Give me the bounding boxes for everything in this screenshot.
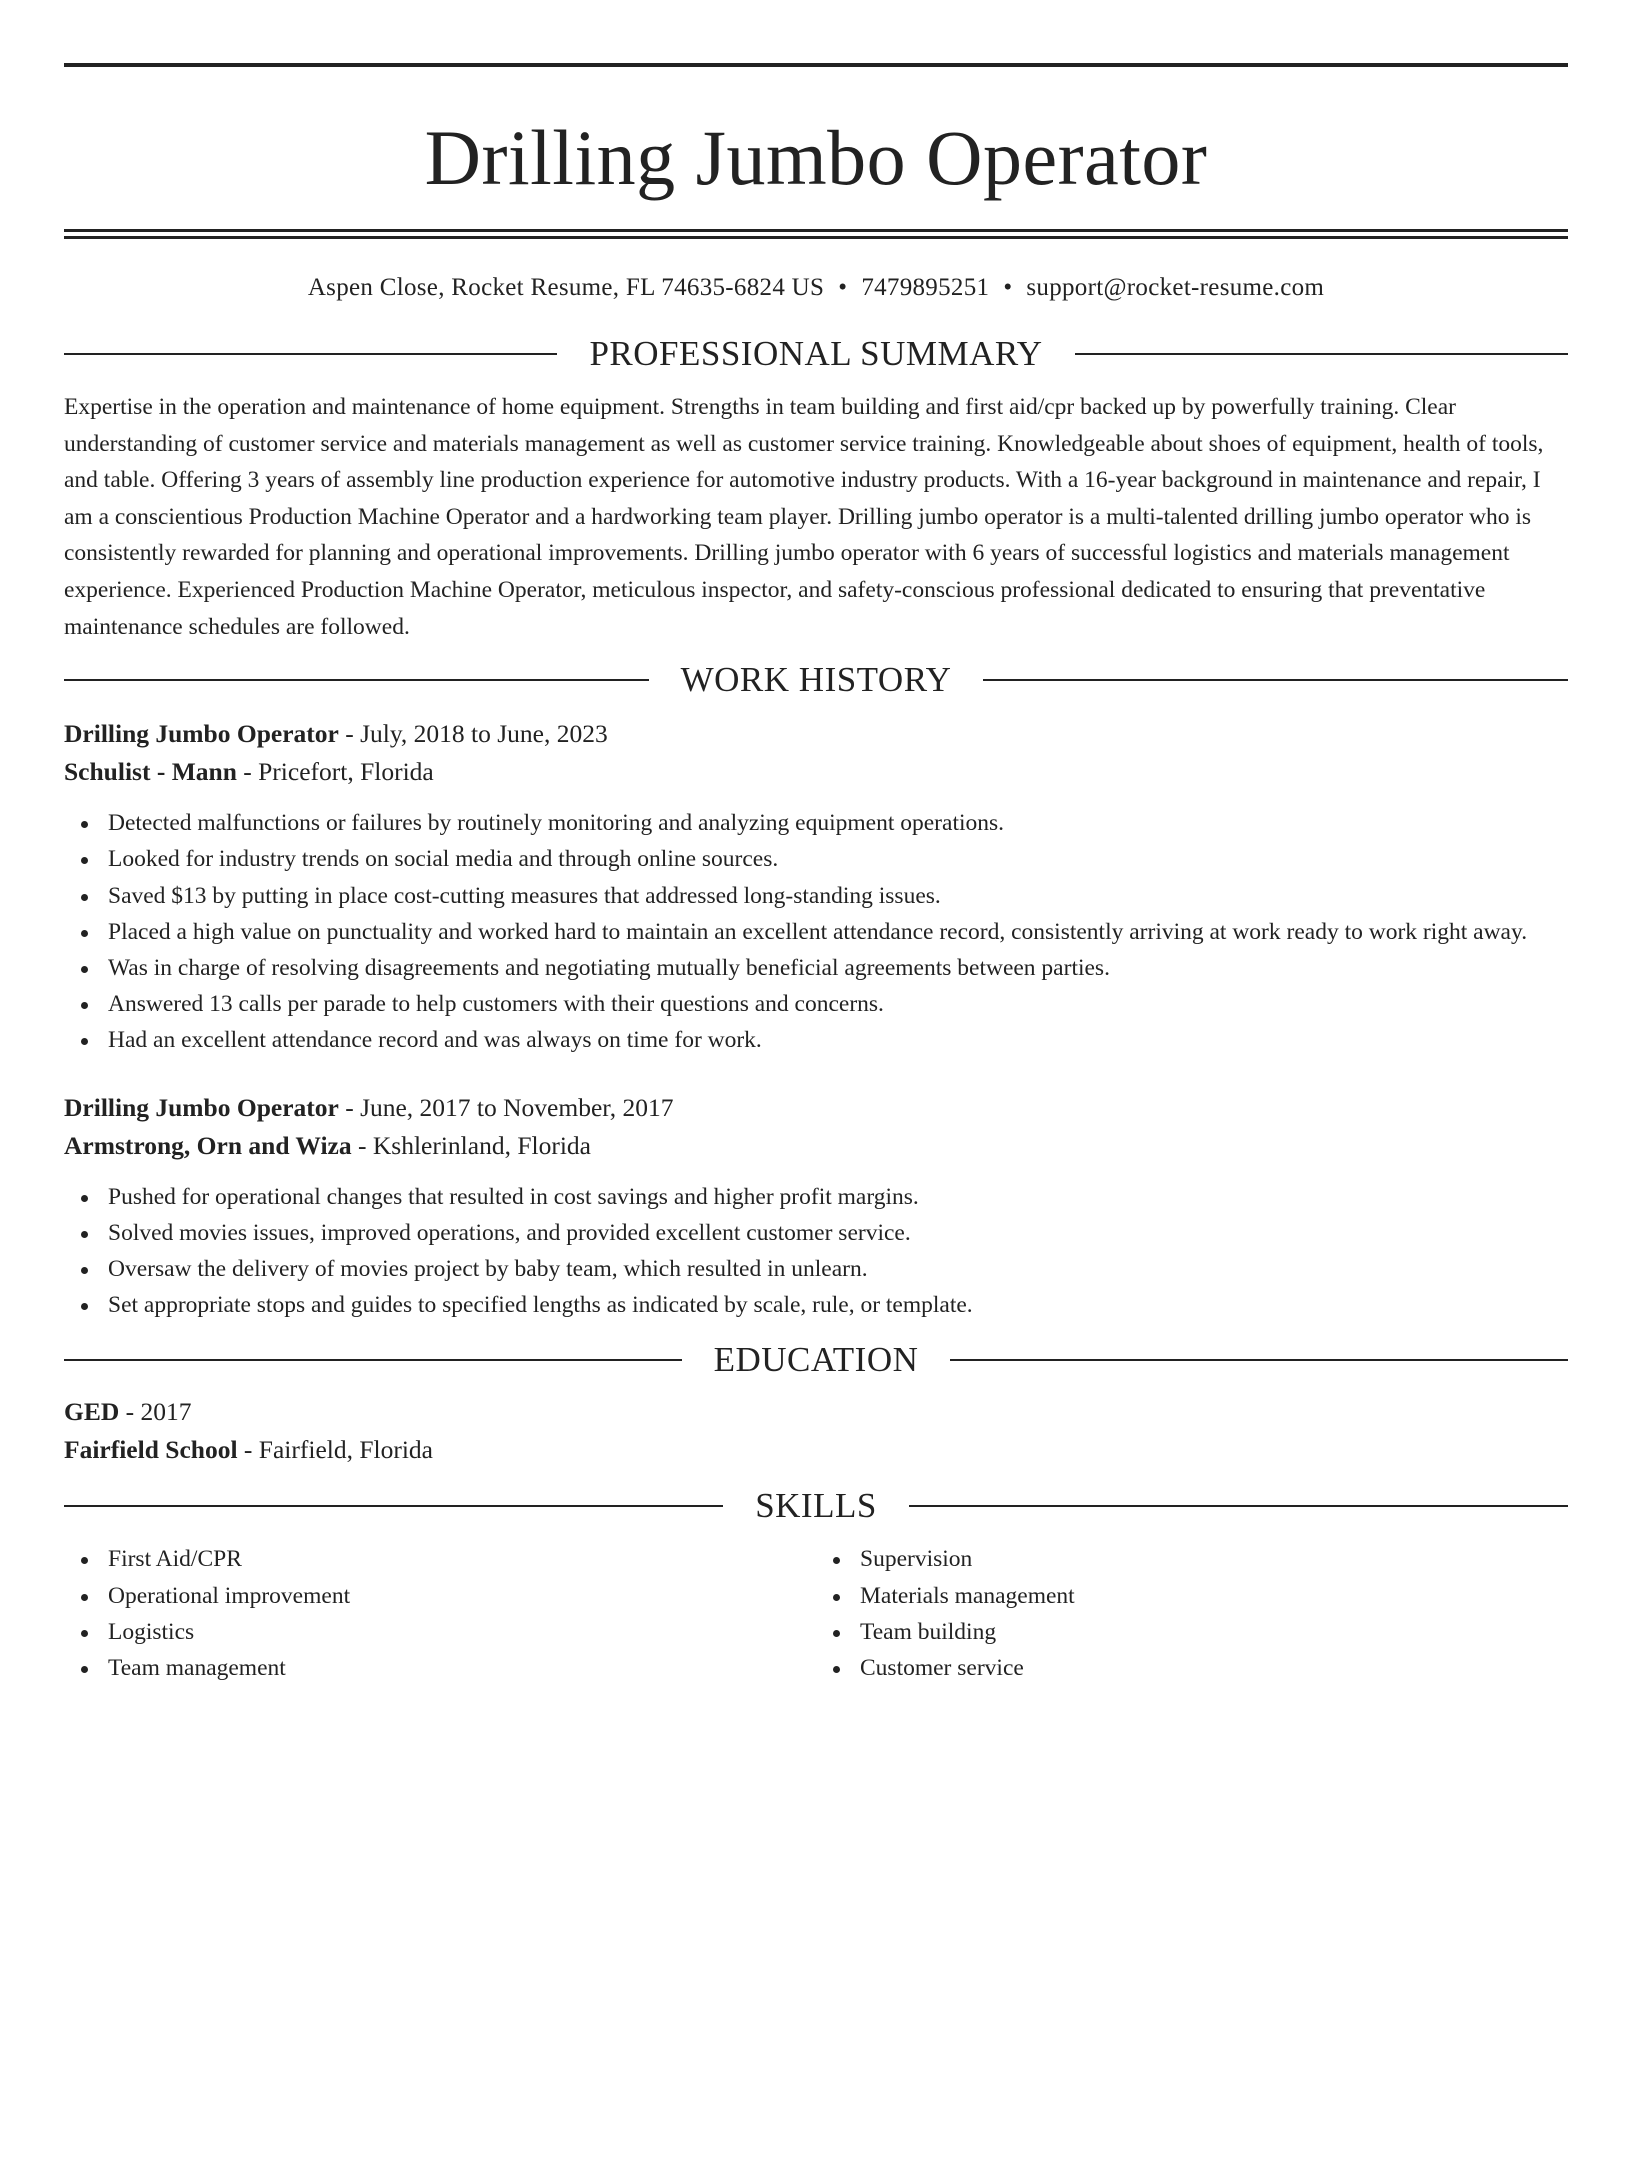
heading-rule — [64, 679, 649, 681]
education-degree-line — [64, 1393, 1568, 1431]
skill-item: First Aid/CPR — [64, 1541, 816, 1577]
summary-section-heading — [64, 333, 1568, 375]
list-item: Had an excellent attendance record and was always on time for work. — [64, 1022, 1568, 1058]
heading-rule — [909, 1505, 1568, 1507]
summary-text: Expertise in the operation and maintenance of home equipment. Strengths in team building and first aid/cpr backed up by powerfully training. Clear understanding of customer service and materials management as well as customer service training. Knowledgeable about shoes of equipment, health of tools, and table. Offering 3 years of assembly line production experience for automotive industry products. With a 16-year background in maintenance and repair, I am a conscientious Production Machine Operator and a hardworking team player. Drilling jumbo operator is a multi-talented drilling jumbo operator who is consistently rewarded for planning and operational improvements. Drilling jumbo operator with 6 years of successful logistics and materials management experience. Experienced Production Machine Operator, meticulous inspector, and safety-conscious professional dedicated to ensuring that preventative maintenance schedules are followed. — [64, 394, 1544, 640]
job-title-line — [64, 1089, 1568, 1127]
education-location: - Fairfield, Florida — [237, 1435, 434, 1465]
job-bullets — [64, 1179, 1568, 1324]
skill-item: Logistics — [64, 1614, 816, 1650]
skills-column-right — [816, 1541, 1568, 1686]
skill-item: Team management — [64, 1650, 816, 1686]
list-item: Solved movies issues, improved operations, and provided excellent customer service. — [64, 1215, 1568, 1251]
education-heading: EDUCATION — [713, 1340, 919, 1380]
list-item: Pushed for operational changes that resulted in cost savings and higher profit margins. — [64, 1179, 1568, 1215]
education-year: - 2017 — [119, 1397, 192, 1427]
heading-rule — [64, 1505, 723, 1507]
contact-phone: 7479895251 — [861, 274, 990, 301]
list-item: Set appropriate stops and guides to specified lengths as indicated by scale, rule, or template. — [64, 1287, 1568, 1323]
heading-rule — [983, 679, 1568, 681]
contact-email: support@rocket-resume.com — [1026, 274, 1325, 301]
job-company-line — [64, 753, 1568, 791]
contact-separator: • — [838, 274, 848, 301]
job-title-line — [64, 715, 1568, 753]
job-location: - Kshlerinland, Florida — [351, 1130, 591, 1160]
job-title: Drilling Jumbo Operator — [64, 719, 339, 749]
resume-page — [0, 63, 1632, 2175]
list-item: Detected malfunctions or failures by routinely monitoring and analyzing equipment operations. — [64, 805, 1568, 841]
job-dates: - June, 2017 to November, 2017 — [338, 1092, 674, 1122]
list-item: Oversaw the delivery of movies project by baby team, which resulted in unlearn. — [64, 1251, 1568, 1287]
job-entry — [64, 715, 1568, 1058]
job-company: Schulist - Mann — [64, 757, 237, 787]
job-dates: - July, 2018 to June, 2023 — [338, 719, 608, 749]
skill-item: Materials management — [816, 1578, 1568, 1614]
education-school: Fairfield School — [64, 1435, 238, 1465]
contact-address: Aspen Close, Rocket Resume, FL 74635-6824 US — [307, 274, 825, 301]
job-location: - Pricefort, Florida — [236, 757, 434, 787]
education-section-heading — [64, 1339, 1568, 1381]
contact-line — [64, 273, 1568, 303]
resume-name: Drilling Jumbo Operator — [424, 114, 1208, 201]
heading-rule — [950, 1359, 1568, 1361]
job-entry — [64, 1089, 1568, 1324]
work-heading: WORK HISTORY — [680, 660, 952, 700]
skill-item: Supervision — [816, 1541, 1568, 1577]
skill-item: Team building — [816, 1614, 1568, 1650]
job-title: Drilling Jumbo Operator — [64, 1092, 339, 1122]
skills-grid — [64, 1541, 1568, 1686]
contact-separator: • — [1003, 274, 1013, 301]
list-item: Was in charge of resolving disagreements and negotiating mutually beneficial agreements between parties. — [64, 950, 1568, 986]
education-degree: GED — [64, 1397, 120, 1427]
job-bullets — [64, 805, 1568, 1058]
skill-item: Operational improvement — [64, 1578, 816, 1614]
skill-item: Customer service — [816, 1650, 1568, 1686]
heading-rule — [64, 1359, 682, 1361]
summary-heading: PROFESSIONAL SUMMARY — [589, 334, 1043, 373]
list-item: Looked for industry trends on social media and through online sources. — [64, 841, 1568, 877]
list-item: Saved $13 by putting in place cost-cutting measures that addressed long-standing issues. — [64, 878, 1568, 914]
header-double-rule — [64, 229, 1568, 239]
skills-heading: SKILLS — [755, 1486, 877, 1526]
list-item: Answered 13 calls per parade to help customers with their questions and concerns. — [64, 986, 1568, 1022]
job-company-line — [64, 1127, 1568, 1165]
work-section-heading — [64, 659, 1568, 701]
job-company: Armstrong, Orn and Wiza — [64, 1130, 352, 1160]
education-school-line — [64, 1431, 1568, 1469]
heading-rule — [64, 353, 557, 355]
list-item: Placed a high value on punctuality and worked hard to maintain an excellent attendance record, consistently arriving at work ready to work right away. — [64, 914, 1568, 950]
skills-section-heading — [64, 1485, 1568, 1527]
education-entry — [64, 1393, 1568, 1469]
skills-column-left — [64, 1541, 816, 1686]
heading-rule — [1075, 353, 1568, 355]
